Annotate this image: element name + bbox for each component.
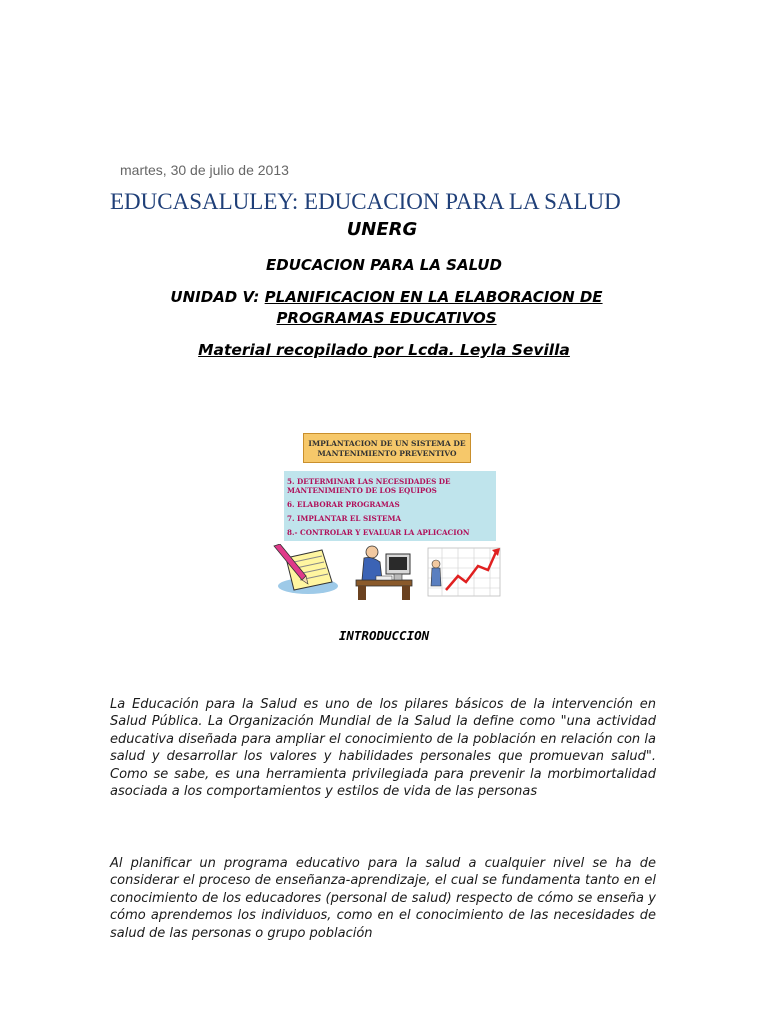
figure-header-box — [303, 433, 471, 463]
institution-heading: UNERG — [346, 219, 418, 240]
blog-title[interactable]: EDUCASALULEY: EDUCACION PARA LA SALUD — [110, 189, 621, 214]
unit-heading — [114, 287, 659, 329]
paragraph: La Educación para la Salud es uno de los pilares básicos de la intervención en Salud Pública. La Organización Mundial de la Salud la define como "una actividad educativa diseñada para ampliar el conocimiento de la población en relación con la salud y desarrollar los valores y habilidades personales que promuevan salud". Como se sabe, es una herramienta privilegiada para prevenir la morbimortalidad asociada a los comportamientos y estilos de vida de las personas — [110, 697, 656, 800]
figure-step: 5. DETERMINAR LAS NECESIDADES DE — [287, 477, 451, 486]
notepad-pen-icon — [272, 544, 344, 598]
figure-step: 8.- CONTROLAR Y EVALUAR LA APLICACION — [287, 528, 470, 537]
computer-worker-icon — [352, 542, 420, 602]
unit-title-line2: PROGRAMAS EDUCATIVOS — [276, 309, 497, 327]
growth-chart-icon — [426, 546, 504, 600]
unit-prefix: UNIDAD V: — [170, 288, 265, 306]
post-date: martes, 30 de julio de 2013 — [120, 162, 289, 178]
material-credit-text: Material recopilado por Lcda. Leyla Sevilla — [198, 341, 570, 359]
figure-step: MANTENIMIENTO DE LOS EQUIPOS — [287, 486, 437, 495]
figure-header-line2: MANTENIMIENTO PREVENTIVO — [317, 449, 457, 458]
figure-header-line1: IMPLANTACION DE UN SISTEMA DE — [308, 439, 466, 448]
figure-step: 7. IMPLANTAR EL SISTEMA — [287, 514, 402, 523]
material-credit — [0, 341, 768, 359]
maintenance-system-figure — [268, 430, 508, 602]
figure-steps-box — [284, 471, 496, 541]
figure-step: 6. ELABORAR PROGRAMAS — [287, 500, 400, 509]
subject-heading: EDUCACION PARA LA SALUD — [266, 256, 502, 274]
paragraph: Al planificar un programa educativo para la salud a cualquier nivel se ha de considerar el proceso de enseñanza-aprendizaje, el cual se fundamenta tanto en el conocimiento de los educadores (personal de salud) respecto de cómo se enseña y cómo aprendemos los individuos, como en el conocimiento de las necesidades de salud de las personas o grupo población — [110, 856, 656, 941]
section-heading-introduccion: INTRODUCCION — [338, 628, 430, 643]
unit-title-line1: PLANIFICACION EN LA ELABORACION DE — [264, 288, 603, 306]
